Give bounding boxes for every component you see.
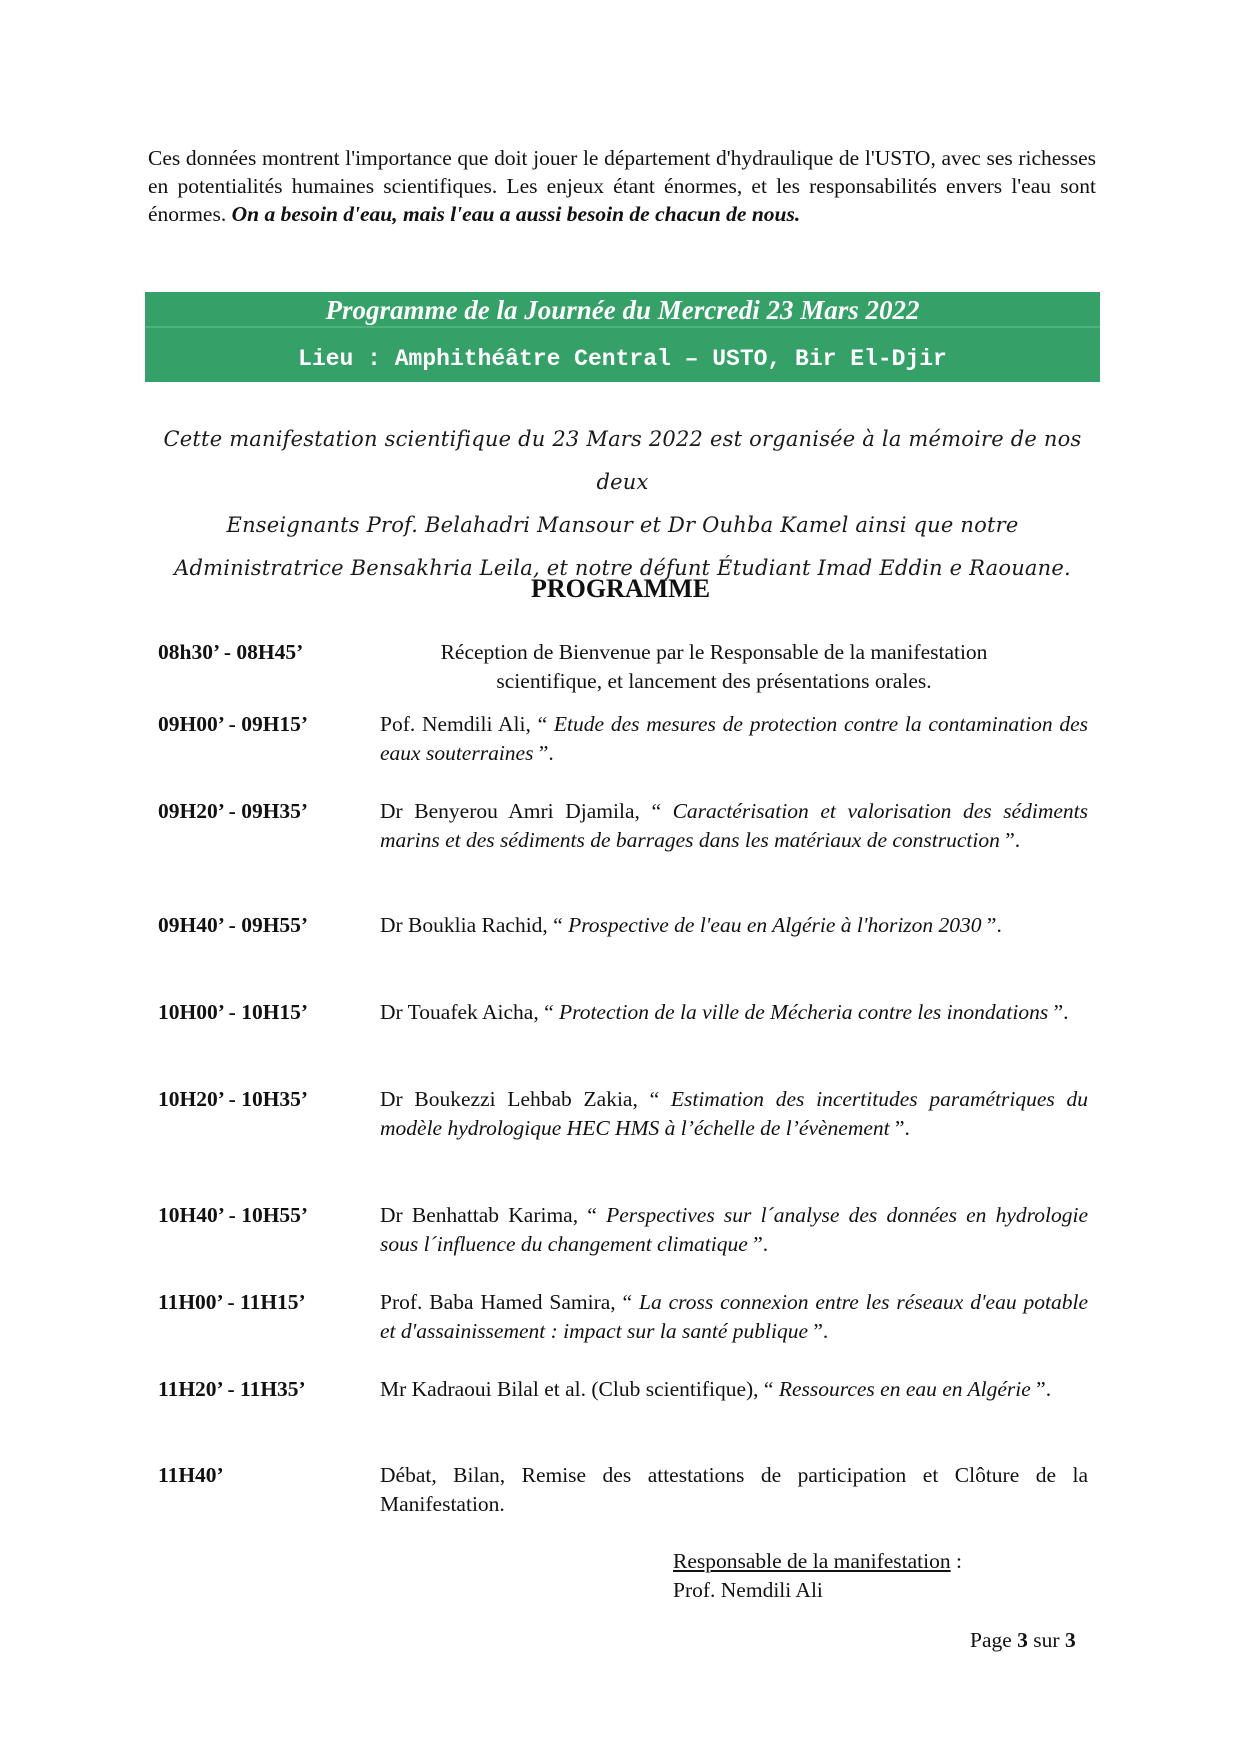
speaker: Mr Kadraoui Bilal et al. (Club scientifique), “ <box>380 1377 779 1401</box>
schedule-description: Réception de Bienvenue par le Responsable de la manifestation scientifique, et lancement des présentations orales. <box>440 640 988 693</box>
talk-title: Estimation des incertitudes paramétriques du modèle hydrologique HEC HMS à l’échelle de l’évènement <box>380 1087 1088 1140</box>
quote-end: ”. <box>889 1116 910 1140</box>
schedule-time: 09H20’ - 09H35’ <box>158 799 309 823</box>
quote-end: ”. <box>1048 1000 1069 1024</box>
quote-end: ”. <box>747 1232 769 1256</box>
speaker: Dr Benyerou Amri Djamila, “ <box>380 799 673 823</box>
schedule-time: 10H40’ - 10H55’ <box>158 1203 309 1227</box>
banner-divider <box>145 326 1100 328</box>
schedule-time: 10H20’ - 10H35’ <box>158 1087 309 1111</box>
quote-end: ”. <box>981 913 1002 937</box>
responsible-block <box>673 1547 962 1605</box>
page-number <box>970 1626 1076 1655</box>
banner-title: Programme de la Journée du Mercredi 23 Mars 2022 <box>325 295 920 325</box>
speaker: Dr Boukezzi Lehbab Zakia, “ <box>380 1087 671 1111</box>
quote-end: ”. <box>999 828 1021 852</box>
schedule-description <box>380 1288 1088 1346</box>
schedule-description <box>380 1085 1088 1143</box>
responsible-separator: : <box>950 1549 962 1573</box>
page-middle: sur <box>1027 1628 1065 1652</box>
speaker: Dr Benhattab Karima, “ <box>380 1203 607 1227</box>
quote-end: ”. <box>533 741 554 765</box>
responsible-name: Prof. Nemdili Ali <box>673 1578 823 1602</box>
schedule-time: 08h30’ - 08H45’ <box>158 640 304 664</box>
schedule-time: 09H00’ - 09H15’ <box>158 712 309 736</box>
schedule-time: 11H00’ - 11H15’ <box>158 1290 306 1314</box>
dedication <box>140 418 1105 590</box>
talk-title: La cross connexion entre les réseaux d'eau potable et d'assainissement : impact sur la santé publique <box>380 1290 1088 1343</box>
talk-title: Ressources en eau en Algérie <box>778 1377 1031 1401</box>
responsible-line <box>673 1547 962 1576</box>
dedication-line: Administratrice Bensakhria Leila, et notre défunt Étudiant Imad Eddin e Raouane. <box>174 556 1071 580</box>
intro-paragraph <box>148 144 1096 228</box>
quote-end: ”. <box>1030 1377 1052 1401</box>
page-total: 3 <box>1064 1628 1076 1652</box>
intro-emphasis: On a besoin d'eau, mais l'eau a aussi besoin de chacun de nous. <box>231 202 801 226</box>
programme-title: PROGRAMME <box>530 574 711 603</box>
talk-title: Prospective de l'eau en Algérie à l'horizon 2030 <box>568 913 982 937</box>
page-current: 3 <box>1017 1628 1028 1652</box>
schedule-time: 09H40’ - 09H55’ <box>158 913 309 937</box>
speaker: Prof. Baba Hamed Samira, “ <box>380 1290 639 1314</box>
schedule-time: 11H40’ <box>158 1463 224 1487</box>
banner-location: Lieu : Amphithéâtre Central – USTO, Bir El-Djir <box>298 346 947 372</box>
dedication-line: Cette manifestation scientifique du 23 Mars 2022 est organisée à la mémoire de nos deux <box>163 427 1082 494</box>
talk-title: Protection de la ville de Mécheria contre les inondations <box>559 1000 1049 1024</box>
talk-title: Caractérisation et valorisation des sédiments marins et des sédiments de barrages dans les matériaux de construction <box>380 799 1088 852</box>
page-prefix: Page <box>970 1628 1018 1652</box>
program-banner <box>145 292 1100 382</box>
talk-title: Perspectives sur l´analyse des données en hydrologie sous l´influence du changement climatique <box>380 1203 1088 1256</box>
schedule-description <box>380 911 1088 940</box>
dedication-line: Enseignants Prof. Belahadri Mansour et Dr Ouhba Kamel ainsi que notre <box>226 513 1019 537</box>
speaker: Dr Touafek Aicha, “ <box>380 1000 559 1024</box>
speaker: Pof. Nemdili Ali, “ <box>380 712 554 736</box>
schedule-description <box>380 1375 1088 1404</box>
schedule-description: Débat, Bilan, Remise des attestations de participation et Clôture de la Manifestation. <box>380 1463 1088 1516</box>
quote-end: ”. <box>808 1319 829 1343</box>
schedule-time: 10H00’ - 10H15’ <box>158 1000 309 1024</box>
schedule-description <box>380 998 1088 1027</box>
speaker: Dr Bouklia Rachid, “ <box>380 913 569 937</box>
talk-title: Etude des mesures de protection contre la contamination des eaux souterraines <box>380 712 1088 765</box>
responsible-label: Responsable de la manifestation <box>673 1549 951 1573</box>
schedule-description <box>380 797 1088 855</box>
schedule-description <box>380 710 1088 768</box>
intro-text: Ces données montrent l'importance que doit jouer le département d'hydraulique de l'USTO, avec ses richesses en potentialités humaines scientifiques. Les enjeux étant énormes, et les responsabilités envers l'eau sont énormes. <box>148 146 1096 226</box>
schedule-description <box>380 1201 1088 1259</box>
schedule-time: 11H20’ - 11H35’ <box>158 1377 306 1401</box>
